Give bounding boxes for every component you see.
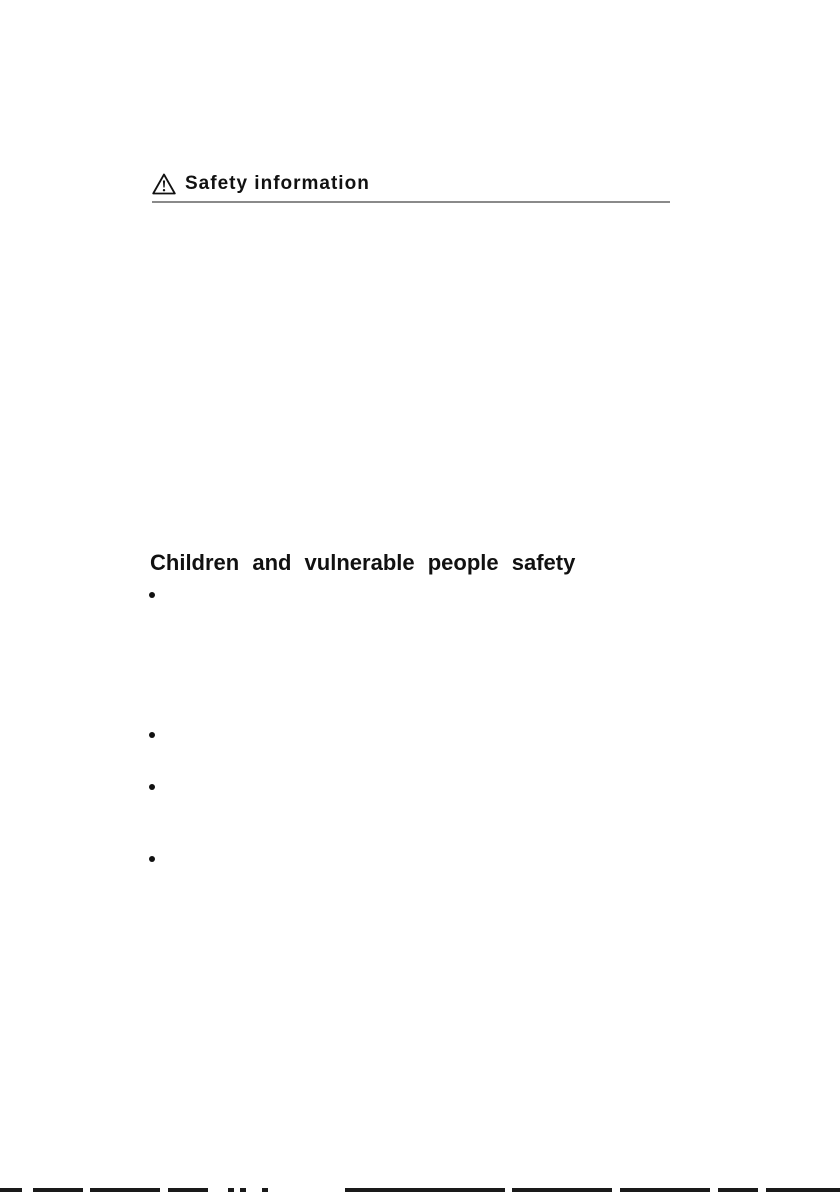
safety-header <box>152 170 670 204</box>
children-safety-heading: Children and vulnerable people safety <box>150 550 576 575</box>
bullet-point-3 <box>149 784 155 790</box>
bullet-point-1 <box>149 592 155 598</box>
bullet-point-2 <box>149 732 155 738</box>
bullet-point-4 <box>149 856 155 862</box>
section-header-title: Safety information <box>185 173 370 194</box>
bottom-edge-print-artifact <box>0 1185 840 1192</box>
warning-triangle-icon <box>152 173 176 195</box>
header-divider <box>152 201 670 203</box>
